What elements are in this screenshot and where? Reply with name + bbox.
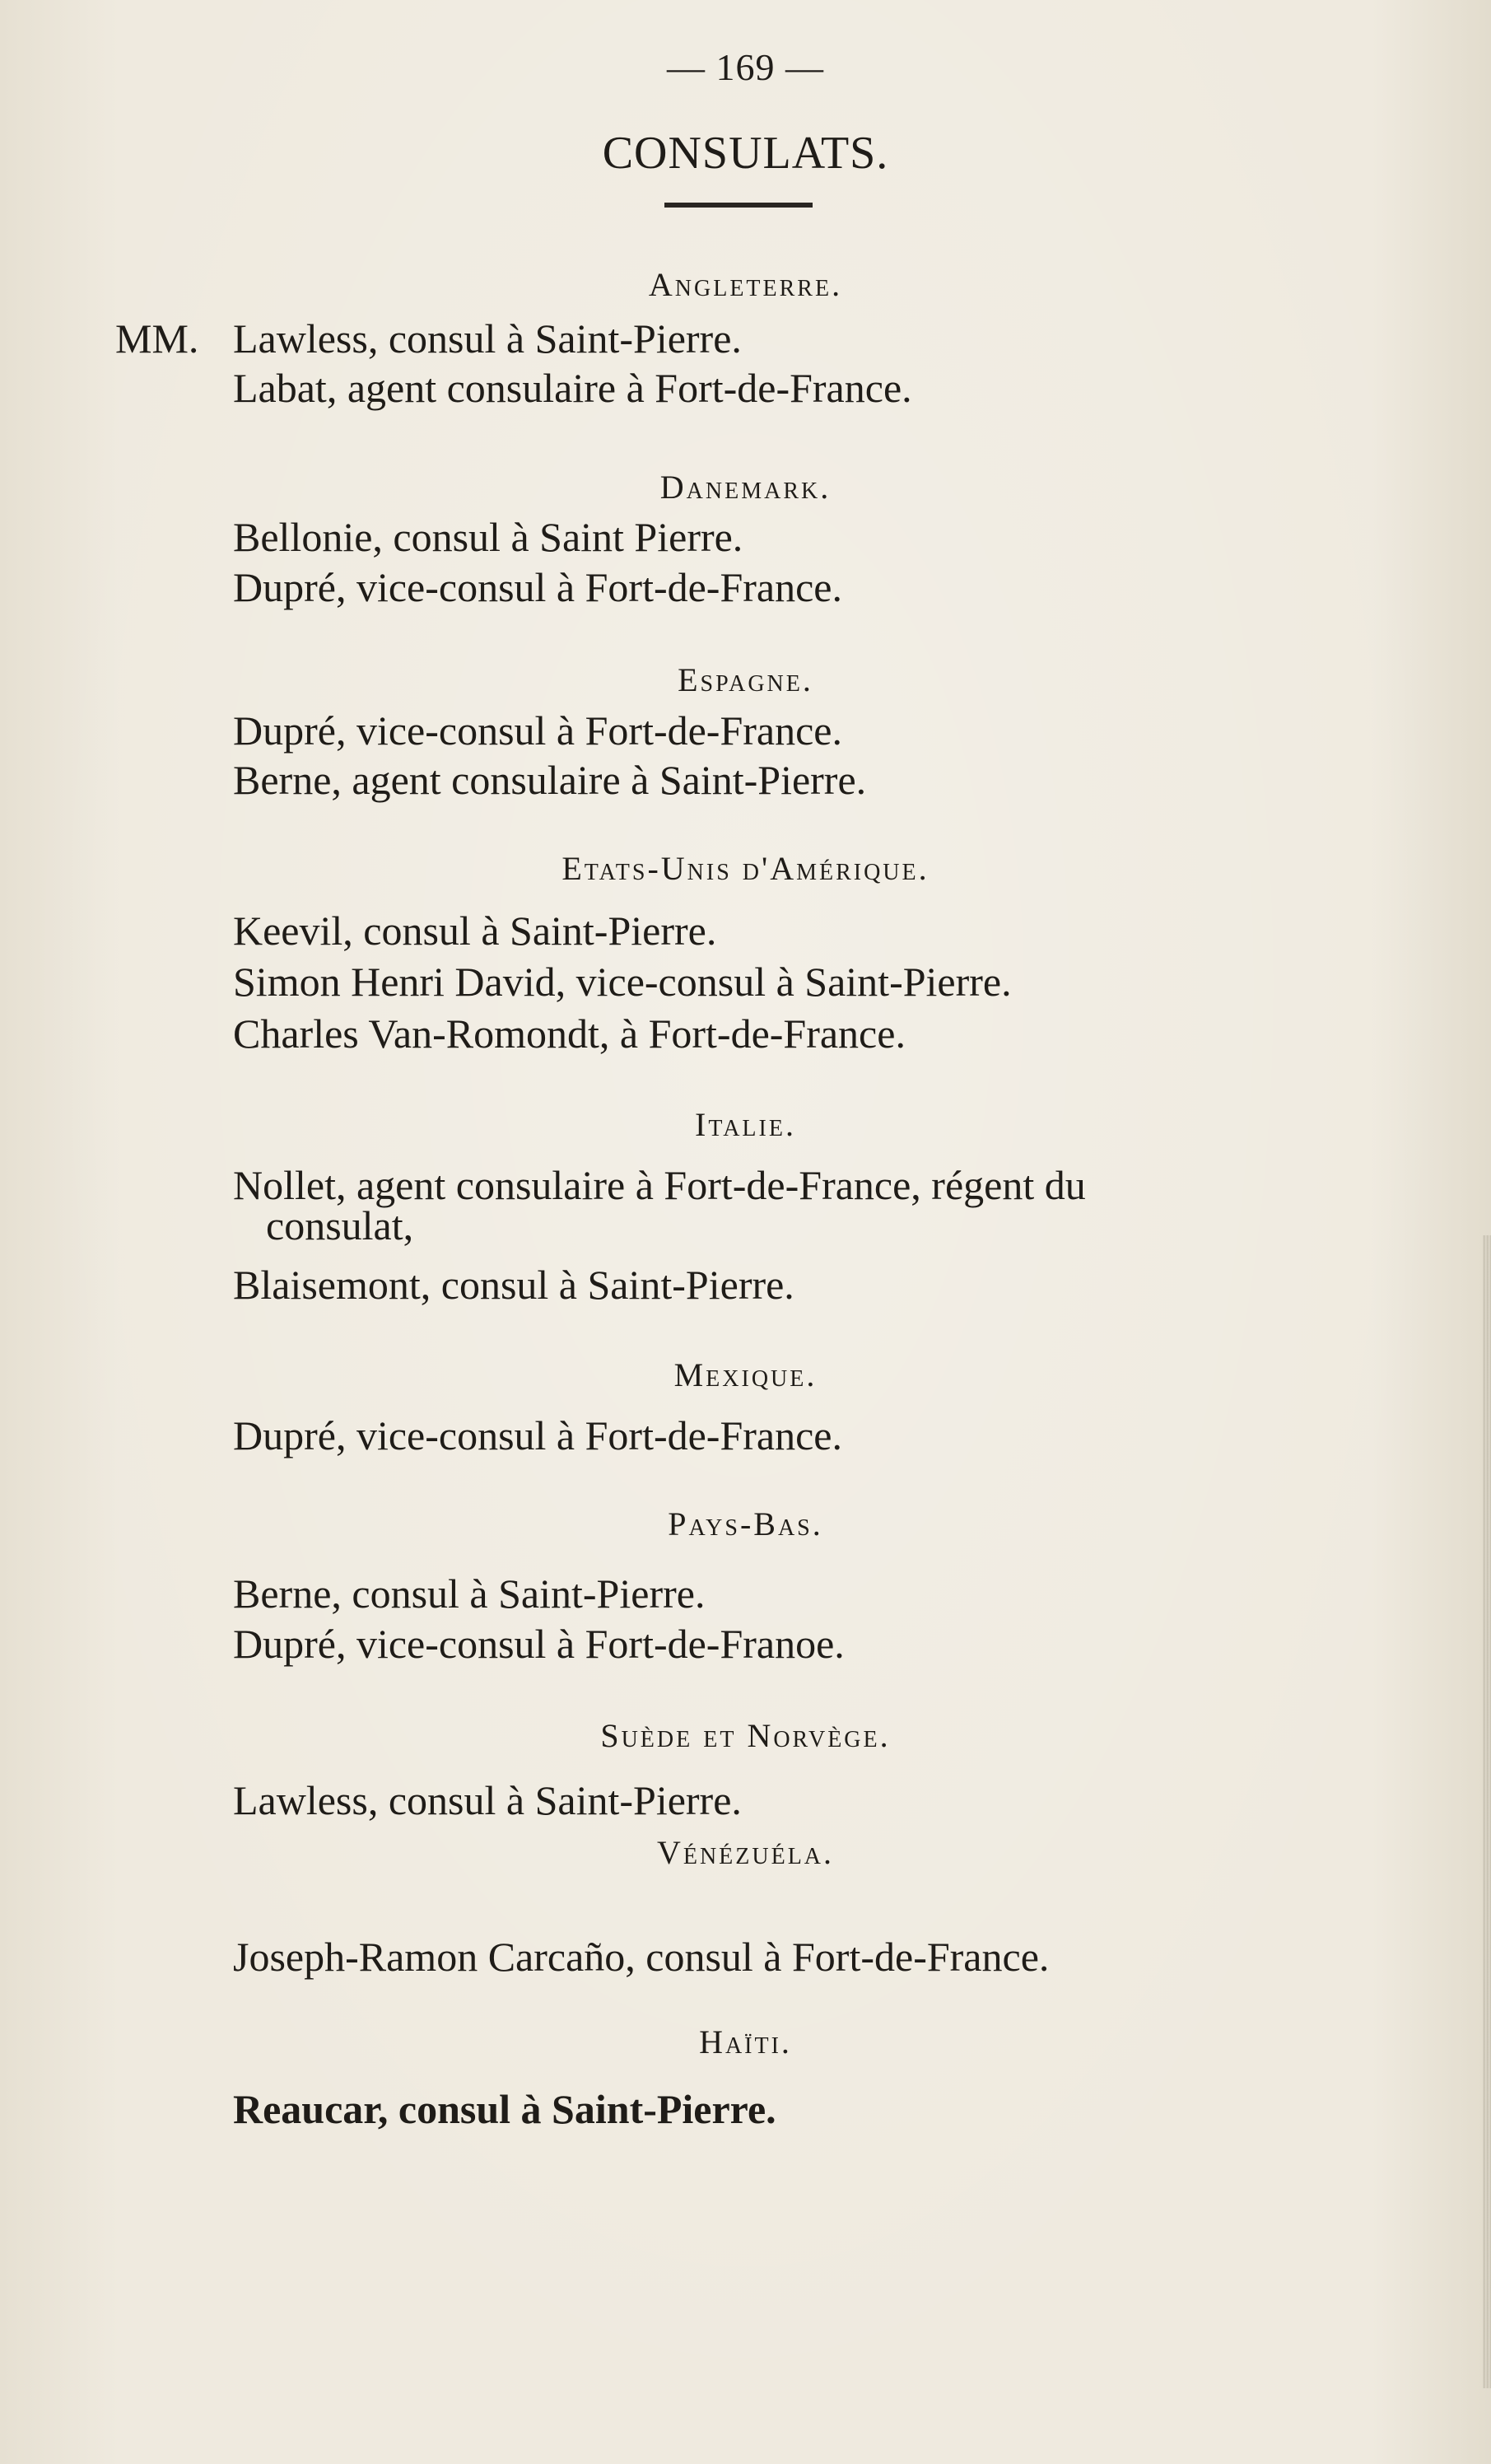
section-heading-mexique: Mexique. — [673, 1356, 818, 1393]
entry-line: Berne, consul à Saint-Pierre. — [233, 1570, 706, 1617]
entry-line: Charles Van-Romondt, à Fort-de-France. — [233, 1010, 906, 1057]
entry-line: Reaucar, consul à Saint-Pierre. — [233, 2086, 776, 2132]
section-heading-etats-unis: Etats-Unis d'Amérique. — [561, 850, 930, 887]
entry-line: Blaisemont, consul à Saint-Pierre. — [233, 1262, 794, 1308]
page-edge-decoration — [1483, 1235, 1491, 2388]
section-heading-italie: Italie. — [695, 1106, 796, 1143]
page-number: — 169 — — [667, 46, 824, 88]
entry-line: Dupré, vice-consul à Fort-de-France. — [233, 564, 842, 610]
entry-line: Joseph-Ramon Carcaño, consul à Fort-de-France. — [233, 1934, 1050, 1980]
entry-line: Berne, agent consulaire à Saint-Pierre. — [233, 757, 867, 803]
entry-prefix: MM. — [115, 315, 199, 362]
section-heading-venezuela: Vénézuéla. — [656, 1834, 835, 1871]
entry-line: Lawless, consul à Saint-Pierre. — [233, 1777, 742, 1823]
section-heading-espagne: Espagne. — [678, 661, 813, 698]
section-heading-suede-norvege: Suède et Norvège. — [600, 1717, 891, 1754]
entry-line-continuation: consulat, — [266, 1202, 414, 1248]
section-heading-angleterre: Angleterre. — [648, 266, 843, 303]
entry-line: Simon Henri David, vice-consul à Saint-Pierre. — [233, 959, 1012, 1005]
section-heading-pays-bas: Pays-Bas. — [668, 1505, 823, 1542]
section-heading-danemark: Danemark. — [659, 469, 832, 506]
entry-line: Lawless, consul à Saint-Pierre. — [233, 315, 742, 362]
entry-line: Dupré, vice-consul à Fort-de-France. — [233, 707, 842, 754]
entry-line: Dupré, vice-consul à Fort-de-France. — [233, 1412, 842, 1458]
title-rule — [664, 203, 813, 208]
entry-line: Dupré, vice-consul à Fort-de-Franoe. — [233, 1621, 845, 1667]
entry-line: Bellonie, consul à Saint Pierre. — [233, 514, 743, 560]
entry-line: Keevil, consul à Saint-Pierre. — [233, 908, 717, 954]
entry-line: Nollet, agent consulaire à Fort-de-France, régent du — [233, 1162, 1086, 1208]
page-title: CONSULATS. — [602, 128, 889, 179]
entry-line: Labat, agent consulaire à Fort-de-France. — [233, 365, 912, 411]
section-heading-haiti: Haïti. — [699, 2023, 792, 2060]
